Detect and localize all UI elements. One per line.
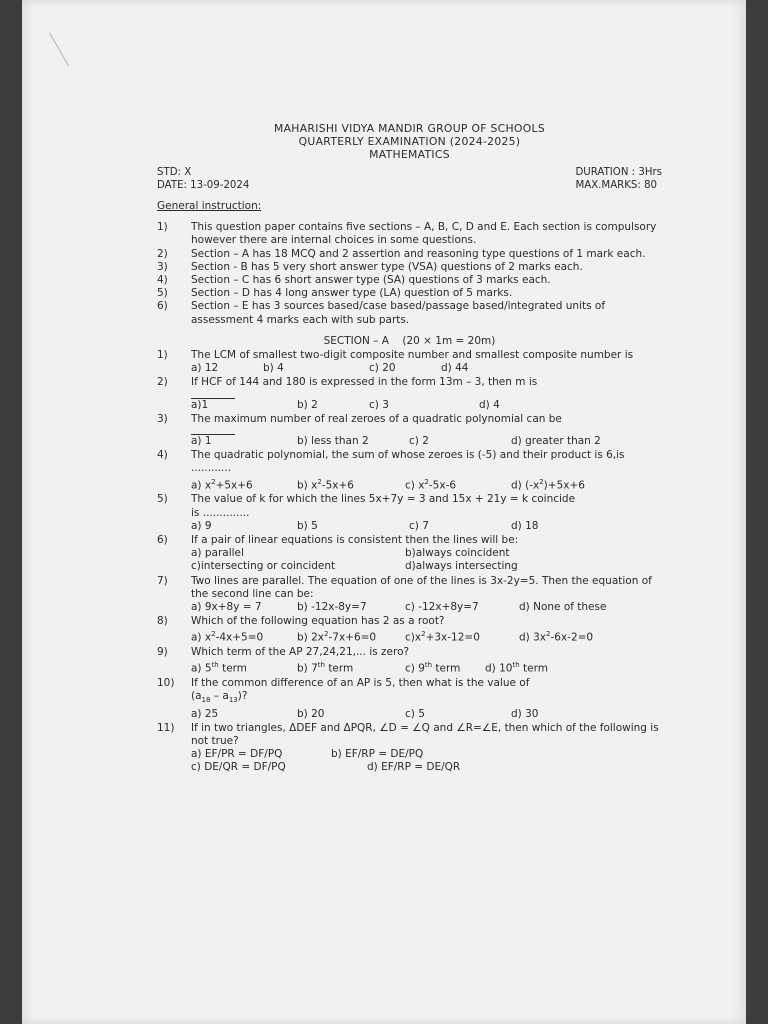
option-a: a) parallel [191,547,244,560]
instruction-item: 6) Section – E has 3 sources based/case based/passage based/integrated units of assessment 4 marks each with sub parts. [157,300,606,326]
option-b: b) $x^2-5x+6$ [297,477,354,492]
option-a: a) $x^2+5x+6$ [191,477,253,492]
option-b: b) 7th term [297,661,354,675]
option-b: b) less than 2 [297,435,369,448]
option-a: a) 9x+8y = 7 [191,601,262,613]
exam-meta [157,166,662,192]
answer-blank [191,426,235,435]
question-10: 10) If the common difference of an AP is 5, then what is the value of $(a_{18} - a_{13})$? a) 25 b) 20 c) 5 d) 30 [157,677,662,721]
school-name: MAHARISHI VIDYA MANDIR GROUP OF SCHOOLS [274,122,545,135]
question-11: 11) If in two triangles, ΔDEF and ΔPQR, ∠D = ∠Q and ∠R=∠E, then which of the following is not true? a) EF/PR = DF/PQ b) EF/RP = DE/PQ c) DE/QR = DF/PQ d) EF/RP = DE/QR [157,721,659,774]
option-b: b) EF/RP = DE/PQ [331,748,424,761]
instruction-list [157,221,662,327]
option-d: d) EF/RP = DE/QR [367,761,461,774]
option-a: a) 25 [191,707,219,720]
question-4: 4) The quadratic polynomial, the sum of whose zeroes is (-5) and their product is 6,is ............ a) $x^2+5x+6$ b) $x^2-5x+6$ c) $x^2-5x-6$ d) $(-x^2)+5x+6$ [157,449,625,492]
option-c: c) 7 [409,519,429,532]
question-2: 2) If HCF of 144 and 180 is expressed in the form 13m – 3, then m is a)1 b) 2 c) 3 d) 4 [157,376,538,411]
option-b: b) 4 [263,362,284,375]
option-d: d) greater than 2 [511,435,601,448]
option-a: a) 12 [191,362,219,375]
option-c: c) 3 [369,398,389,411]
option-c: c)intersecting or coincident [191,560,336,573]
option-a: a) 1 [191,435,212,448]
option-c: c) 9th term [405,661,461,675]
option-d: d) $(-x^2)+5x+6$ [511,477,585,492]
answer-blank [191,390,235,399]
question-9: 9) Which term of the AP 27,24,21,... is zero? a) 5th term b) 7th term c) 9th term d) 10th term [157,646,548,675]
option-c: c) 5 [405,707,425,720]
instruction-item: 1) This question paper contains five sections – A, B, C, D and E. Each section is compulsory however there are internal choices in some questions. [157,221,657,247]
option-b: b)always coincident [405,547,510,560]
section-a-heading: SECTION – A (20 × 1m = 20m) [323,334,496,347]
option-d: d) 30 [511,707,539,720]
question-3: 3) The maximum number of real zeroes of a quadratic polynomial can be a) 1 b) less than 2 c) 2 d) greater than 2 [157,412,601,448]
option-c: c) -12x+8y=7 [405,601,479,613]
std-label: STD: X [157,166,192,178]
question-6: 6) If a pair of linear equations is consistent then the lines will be: a) parallel b)always coincident c)intersecting or coincident d)always intersecting [157,533,519,573]
option-a: a) EF/PR = DF/PQ [191,748,283,761]
max-marks-label: MAX.MARKS: 80 [575,179,658,191]
question-5: 5) The value of k for which the lines 5x+7y = 3 and 15x + 21y = k coincide is .............. a) 9 b) 5 c) 7 d) 18 [157,493,576,532]
option-c: c) DE/QR = DF/PQ [191,761,286,774]
option-d: d) 4 [479,398,500,411]
option-b: b) 20 [297,707,325,720]
question-8: 8) Which of the following equation has 2 as a root? a) $x^2-4x+5=0$ b) $2x^2-7x+6=0$ $c)x^2+3x-12=0$ d) $3x^2-6x-2=0$ [157,615,594,644]
question-1: 1) The LCM of smallest two-digit composite number and smallest composite number is a) 12 b) 4 c) 20 d) 44 [157,349,634,375]
option-a: a) $x^2-4x+5=0$ [191,630,264,644]
instruction-item: 4) Section – C has 6 short answer type (SA) questions of 3 marks each. [157,274,551,287]
date-label: DATE: 13-09-2024 [157,179,250,191]
option-b: b) 2 [297,398,318,411]
option-c: c) $x^2-5x-6$ [405,477,457,492]
option-c: c) 2 [409,435,429,448]
instruction-item: 2) Section – A has 18 MCQ and 2 assertion and reasoning type questions of 1 mark each. [157,247,646,260]
option-a: a) 9 [191,519,212,532]
option-b: b) -12x-8y=7 [297,601,367,613]
question-7: 7) Two lines are parallel. The equation of one of the lines is 3x-2y=5. Then the equation of the second line can be: a) 9x+8y = 7 b) -12x-8y=7 c) -12x+8y=7 d) None of these [157,574,652,613]
option-d: d)always intersecting [405,560,518,573]
paper-content [157,122,662,775]
ap-expression: $(a_{18} - a_{13})$? [191,690,248,705]
option-d: d) $3x^2-6x-2=0$ [519,630,594,644]
option-d: d) 10th term [485,661,548,675]
option-d: d) 44 [441,362,469,375]
option-a: a) 5th term [191,661,248,675]
subject-title: MATHEMATICS [369,148,450,162]
staple-mark [49,28,78,66]
option-d: d) None of these [519,601,607,613]
option-c: $c)x^2+3x-12=0$ [405,630,480,644]
option-a: a)1 [191,398,209,411]
option-b: b) $2x^2-7x+6=0$ [297,630,377,644]
general-instruction-title: General instruction: [157,200,262,213]
option-d: d) 18 [511,519,539,532]
exam-title: QUARTERLY EXAMINATION (2024-2025) [298,135,521,149]
option-b: b) 5 [297,519,318,532]
option-c: c) 20 [369,362,396,375]
instruction-item: 5) Section – D has 4 long answer type (LA) question of 5 marks. [157,287,513,300]
duration-label: DURATION : 3Hrs [575,166,662,178]
exam-paper [22,0,746,1024]
instruction-item: 3) Section - B has 5 very short answer type (VSA) questions of 2 marks each. [157,260,583,273]
